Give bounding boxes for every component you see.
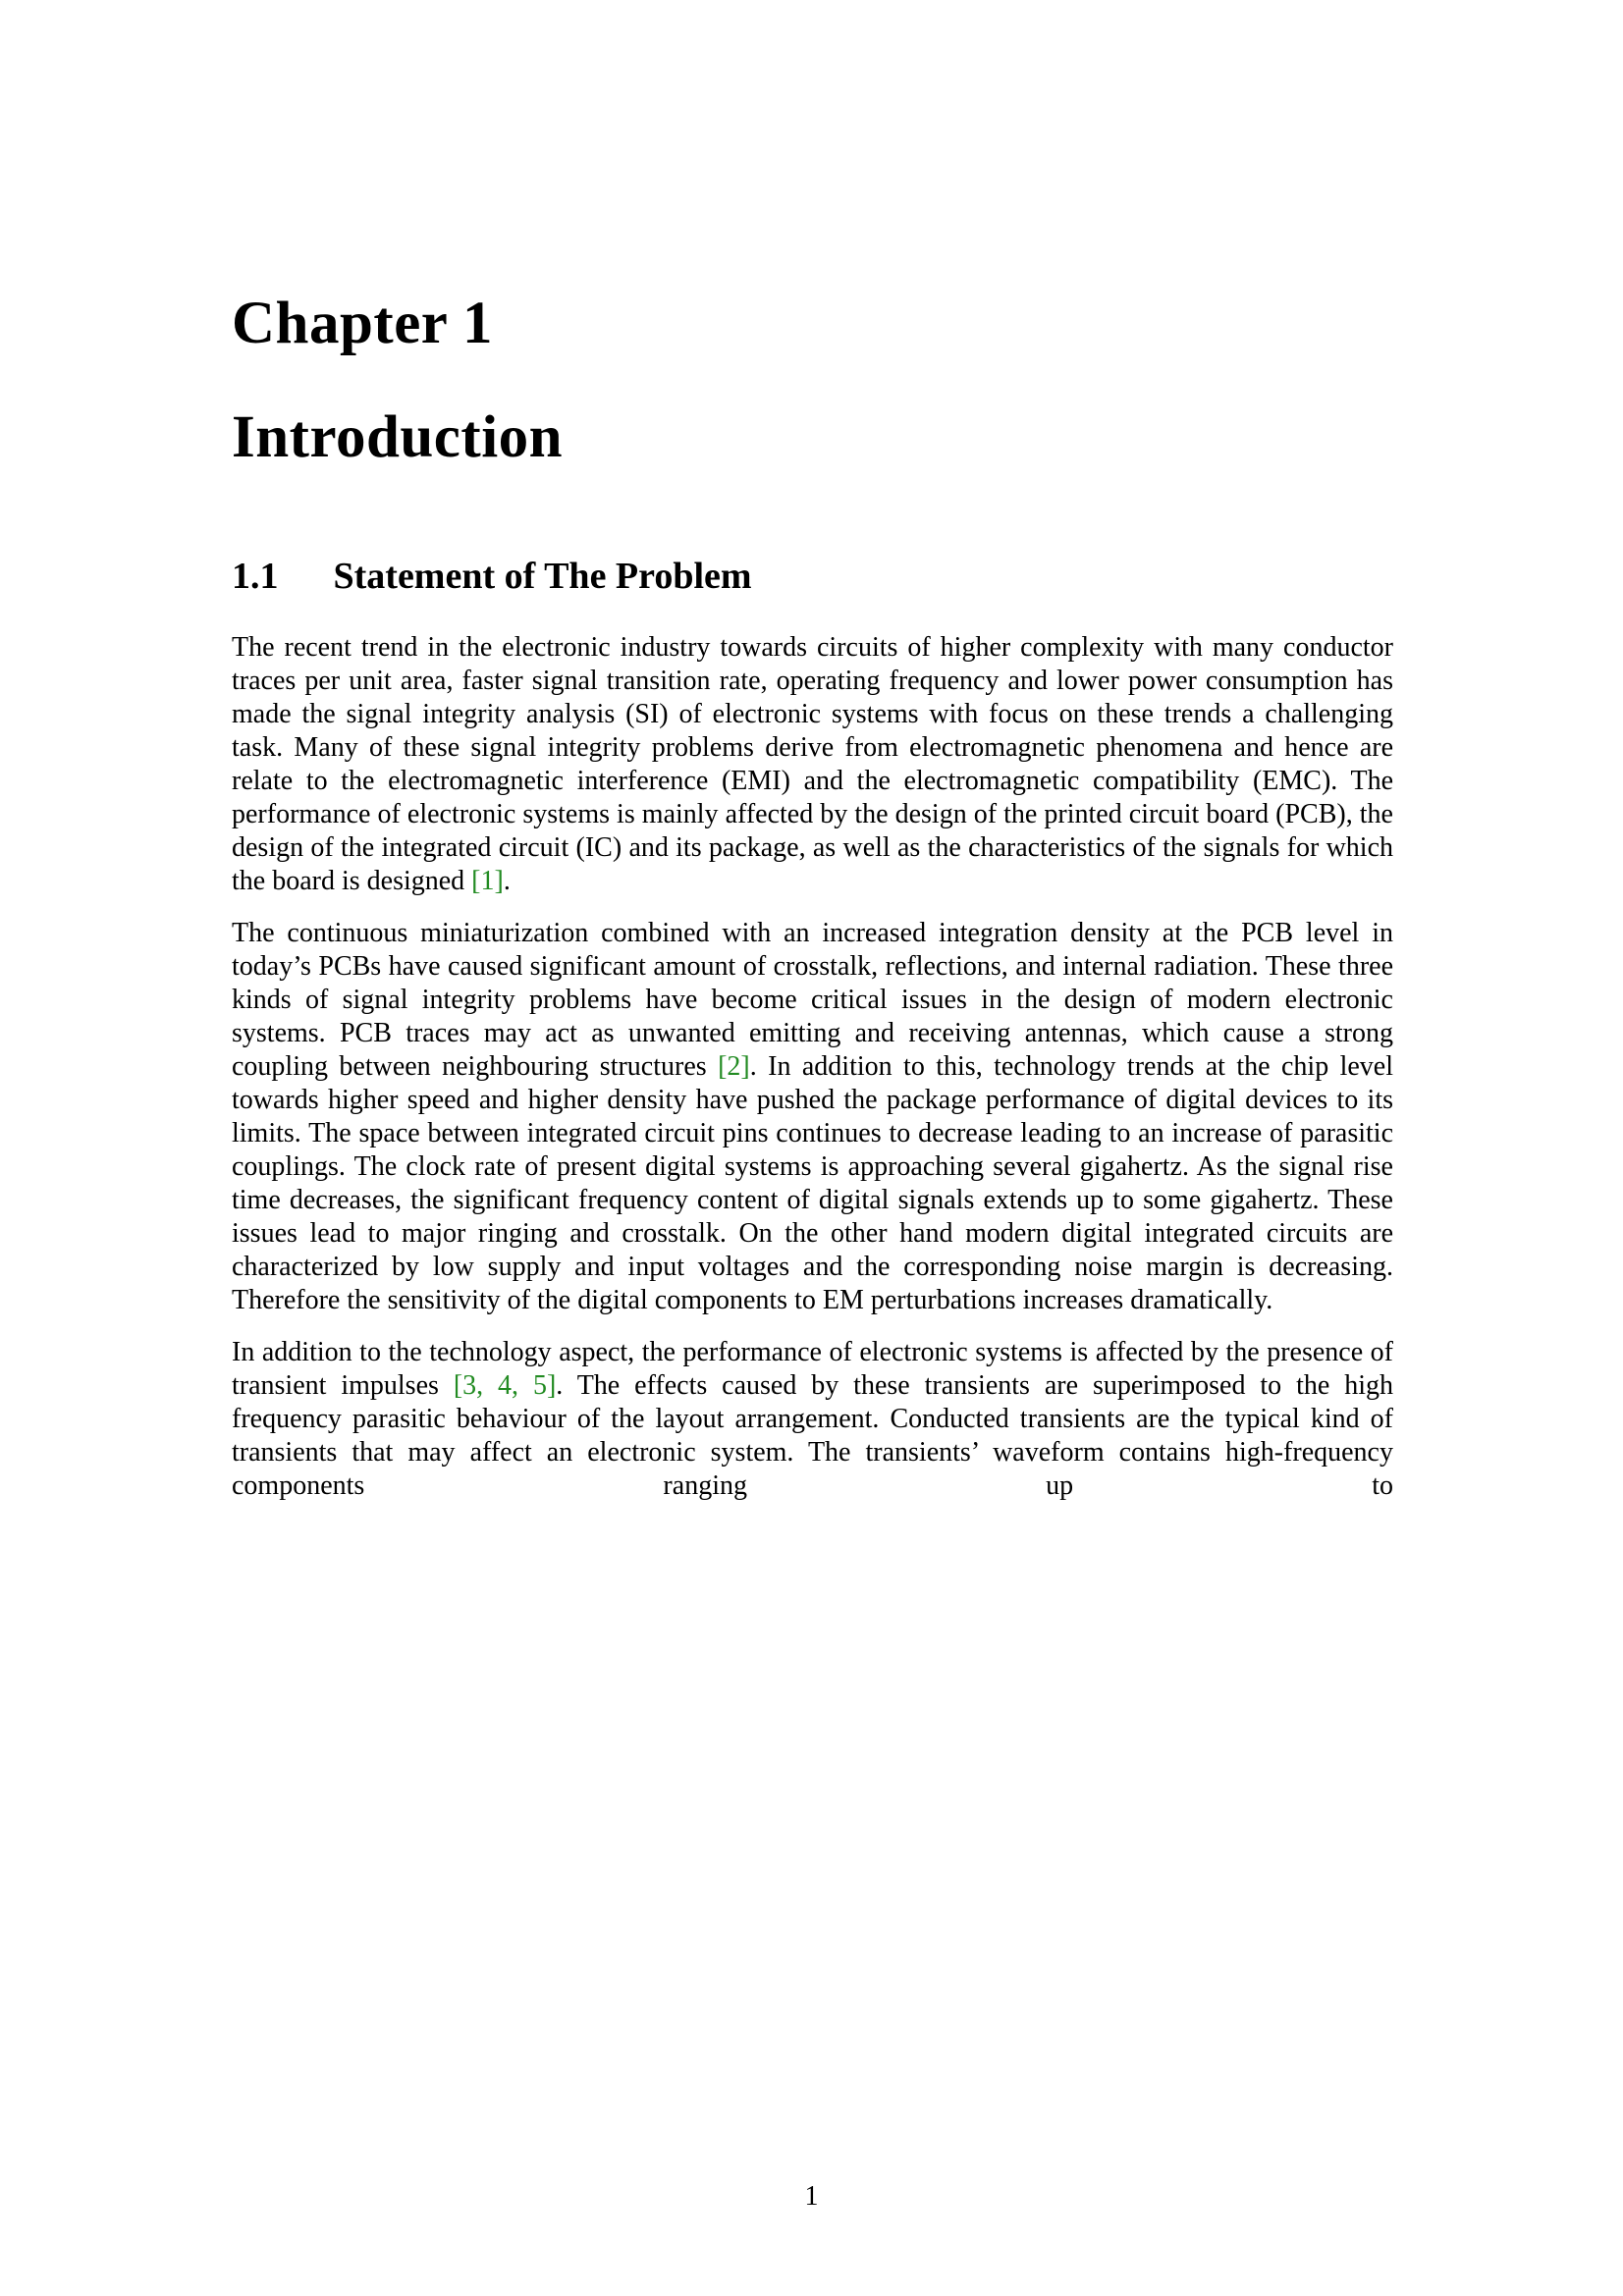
paragraph [232, 631, 1393, 898]
citation-link[interactable]: [2] [718, 1050, 750, 1082]
section-body [232, 631, 1393, 1503]
citation-link[interactable]: [1] [471, 865, 504, 896]
section-heading [232, 470, 1393, 598]
citation-link[interactable]: [3, 4, 5] [453, 1369, 557, 1401]
paragraph [232, 917, 1393, 1317]
chapter-label: Chapter 1 [232, 291, 494, 356]
text-run: In addition to the technology aspect, the performance of electronic systems is affected by the presence of transient impulses [232, 1336, 1393, 1401]
text-run: . In addition to this, technology trends at the chip level towards higher speed and higher density have pushed the package performance of digital devices to its limits. The space between integrated circuit pins continues to decrease leading to an increase of parasitic couplings. The clock rate of present digital systems is approaching several gigahertz. As the signal rise time decreases, the significant frequency content of digital signals extends up to some gigahertz. These issues lead to major ringing and crosstalk. On the other hand modern digital integrated circuits are characterized by low supply and input voltages and the corresponding noise margin is decreasing. Therefore the sensitivity of the digital components to EM perturbations increases dramatically. [232, 1050, 1394, 1315]
page-number: 1 [804, 2181, 819, 2212]
section-number: 1.1 [232, 556, 279, 598]
section-title: Statement of The Problem [333, 556, 752, 598]
paragraph [232, 1336, 1393, 1503]
page-content [232, 0, 1393, 1522]
text-run: The continuous miniaturization combined with an increased integration density at the PCB level in today’s PCBs have caused significant amount of crosstalk, reflections, and internal radiation. These three kinds of signal integrity problems have become critical issues in the design of modern electronic systems. PCB traces may act as unwanted emitting and receiving antennas, which cause a strong coupling between neighbouring structures [232, 917, 1393, 1082]
text-run: The recent trend in the electronic industry towards circuits of higher complexity with many conductor traces per unit area, faster signal transition rate, operating frequency and lower power consumption has made the signal integrity analysis (SI) of electronic systems with focus on these trends a challenging task. Many of these signal integrity problems derive from electromagnetic phenomena and hence are relate to the electromagnetic interference (EMI) and the electromagnetic compatibility (EMC). The performance of electronic systems is mainly affected by the design of the printed circuit board (PCB), the design of the integrated circuit (IC) and its package, as well as the characteristics of the signals for which the board is designed [232, 631, 1393, 896]
chapter-title: Introduction [232, 404, 564, 471]
text-run: . [503, 865, 511, 896]
text-run: . The effects caused by these transients are superimposed to the high frequency parasitic behaviour of the layout arrangement. Conducted transients are the typical kind of transients that may affect an electronic system. The transients’ waveform contains high-frequency components ranging up to [232, 1369, 1393, 1501]
